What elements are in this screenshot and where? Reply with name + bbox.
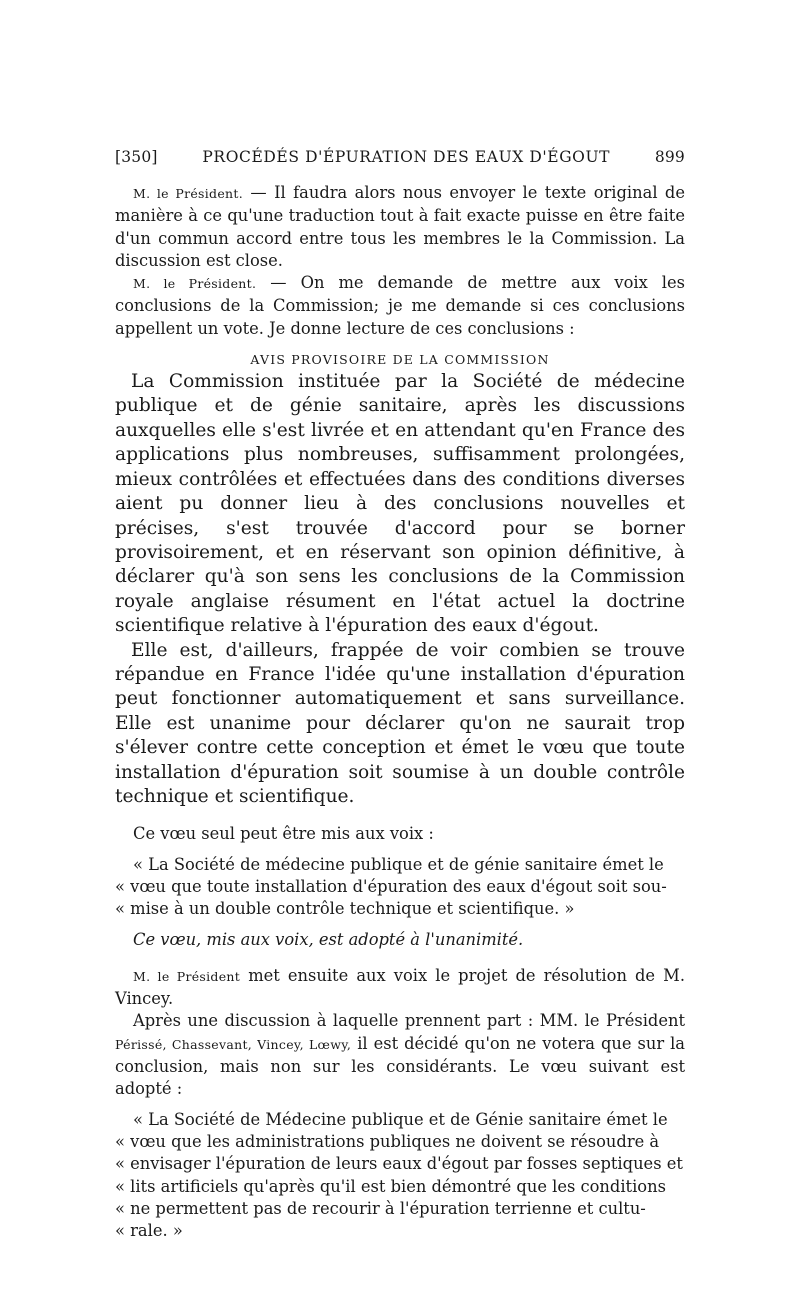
paragraph-text: Après une discussion à laquelle prennent part : MM. le Président — [133, 1011, 685, 1031]
avis-provisoire — [115, 370, 685, 809]
quote-line: « lits artificiels qu'après qu'il est bien démontré que les conditions — [115, 1176, 666, 1196]
paragraph-text: met ensuite aux voix le projet de résolution de M. Vincey. — [115, 965, 685, 1009]
quote-line: « rale. » — [115, 1221, 183, 1241]
quote-line: « La Société de médecine publique et de génie sanitaire émet le — [133, 854, 664, 874]
quote-line: « mise à un double contrôle technique et scientifique. » — [115, 899, 575, 919]
page-number: 899 — [654, 148, 685, 166]
quote-line: « La Société de Médecine publique et de Génie sanitaire émet le — [133, 1109, 668, 1129]
quote-line: « vœu que les administrations publiques ne doivent se résoudre à — [115, 1131, 660, 1151]
avis-paragraph-2: Elle est, d'ailleurs, frappée de voir combien se trouve répandue en France l'idée qu'une installation d'épuration peut fonctionner automatiquement et sans surveillance. Elle est unanime pour déclarer qu'on ne saurait trop s'élever contre cette conception et émet le vœu que toute installation d'épuration soit soumise à un double contrôle technique et scientifique. — [115, 639, 685, 807]
paragraph-text: — Il faudra alors nous envoyer le texte original de manière à ce qu'une traduction tout à fait exacte puisse en être faite d'un commun accord entre tous les membres le la Commission. La discussion est close. — [115, 183, 685, 270]
quote-line: « ne permettent pas de recourir à l'épuration terrienne et cultu- — [115, 1198, 646, 1218]
paragraph-president-1 — [115, 182, 685, 272]
paragraph-text: il est décidé qu'on ne votera que sur la conclusion, mais non sur les considérants. Le vœu suivant est adopté : — [115, 1033, 685, 1099]
paragraph-discussion — [115, 1010, 685, 1100]
quoted-resolution-2 — [115, 1109, 685, 1243]
book-page — [115, 148, 685, 1242]
adoption-note: Ce vœu, mis aux voix, est adopté à l'unanimité. — [133, 929, 524, 949]
section-title: AVIS PROVISOIRE DE LA COMMISSION — [250, 352, 550, 368]
avis-paragraph-1: La Commission instituée par la Société de médecine publique et de génie sanitaire, après les discussions auxquelles elle s'est livrée et en attendant qu'en France des applications plus nombreuses, suffisamment prolongées, mieux contrôlées et effectuées dans des conditions diverses aient pu donner lieu à des conclusions nouvelles et précises, s'est trouvée d'accord pour se borner provisoirement, et en réservant son opinion définitive, à déclarer qu'à son sens les conclusions de la Commission royale anglaise résument en l'état actuel la doctrine scientifique relative à l'épuration des eaux d'égout. — [115, 371, 685, 637]
vote-intro: Ce vœu seul peut être mis aux voix : — [133, 824, 434, 844]
running-head — [115, 148, 685, 166]
paragraph-president-2 — [115, 272, 685, 340]
quoted-resolution-1 — [115, 854, 685, 921]
quote-line: « envisager l'épuration de leurs eaux d'égout par fosses septiques et — [115, 1154, 683, 1174]
speaker-name: M. le Président. — [133, 186, 243, 201]
participant-names: Périssé, Chassevant, Vincey, Lœwy, — [115, 1036, 352, 1052]
speaker-name: M. le Président — [133, 968, 241, 984]
paragraph-text: — On me demande de mettre aux voix les conclusions de la Commission; je me demande si ces conclusions appellent un vote. Je donne lecture de ces conclusions : — [115, 273, 686, 338]
running-title: PROCÉDÉS D'ÉPURATION DES EAUX D'ÉGOUT — [202, 148, 611, 166]
speaker-name: M. le Président. — [133, 276, 257, 292]
quote-line: « vœu que toute installation d'épuration des eaux d'égout soit sou- — [115, 876, 667, 896]
page-reference: [350] — [115, 148, 158, 166]
paragraph-president-3 — [115, 965, 685, 1011]
